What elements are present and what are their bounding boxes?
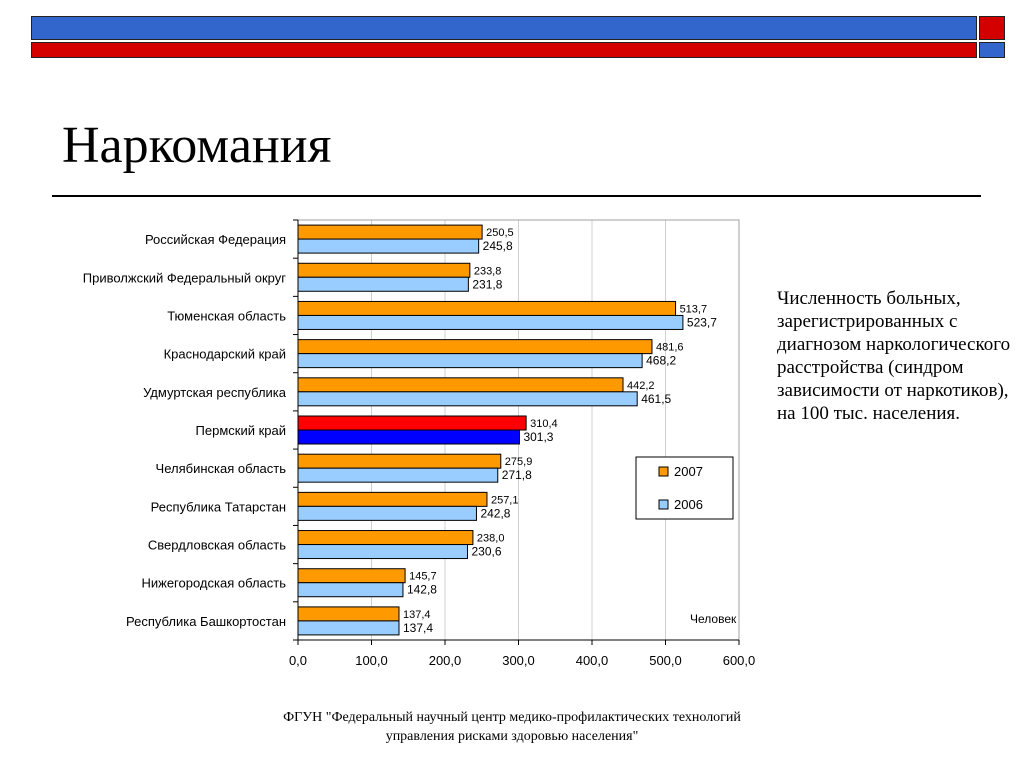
bar-2007 (298, 225, 482, 239)
category-label: Нижегородская область (141, 575, 286, 591)
data-label: 513,7 (679, 303, 708, 316)
data-label: 523,7 (686, 315, 717, 330)
data-label: 137,4 (402, 620, 434, 635)
data-label: 245,8 (482, 239, 513, 254)
data-label: 230,6 (471, 544, 502, 559)
category-label: Республика Татарстан (150, 499, 286, 515)
legend-swatch-2007 (659, 467, 668, 476)
bar-2007 (298, 301, 676, 315)
bar-2006 (298, 468, 498, 482)
category-label: Пермский край (195, 423, 286, 438)
x-tick-label: 300,0 (502, 653, 535, 668)
bar-2006 (298, 621, 399, 635)
data-label: 137,4 (402, 608, 431, 621)
data-label: 238,0 (476, 532, 505, 545)
bar-2007 (298, 492, 487, 506)
footer-line-1: ФГУН "Федеральный научный центр медико-профилактических технологий (283, 710, 741, 725)
bar-2007 (298, 454, 501, 468)
x-tick-label: 0,0 (288, 653, 308, 668)
bar-2006 (298, 354, 642, 368)
bar-2007 (298, 378, 623, 392)
unit-label: Человек (690, 612, 737, 626)
data-label: 142,8 (406, 582, 437, 597)
bar-2006 (298, 506, 476, 520)
bar-2007 (298, 416, 526, 430)
footer-line-2: управления рисками здоровью населения" (385, 729, 639, 744)
bar-2006 (298, 239, 479, 253)
bar-2007 (298, 531, 473, 545)
data-label: 250,5 (486, 227, 514, 240)
bar-2006 (298, 430, 519, 444)
category-label: Свердловская область (147, 537, 286, 553)
bar-2006 (298, 277, 468, 291)
footer (200, 708, 824, 746)
data-label: 275,9 (504, 456, 533, 469)
legend-swatch-2006 (659, 500, 668, 509)
category-label: Краснодарский край (163, 346, 286, 362)
bar-2006 (298, 583, 403, 597)
bar-2007 (298, 340, 652, 354)
x-tick-label: 600,0 (722, 653, 756, 668)
data-label: 257,1 (490, 494, 519, 507)
data-label: 442,2 (627, 379, 655, 392)
data-label: 145,7 (409, 570, 437, 583)
x-tick-label: 200,0 (428, 653, 462, 668)
legend-label-2007: 2007 (674, 464, 703, 479)
x-tick-label: 100,0 (355, 653, 388, 668)
data-label: 231,8 (472, 277, 503, 292)
category-label: Российская Федерация (144, 232, 286, 248)
bar-2007 (298, 569, 405, 583)
data-label: 233,8 (473, 265, 502, 278)
data-label: 301,3 (523, 430, 554, 444)
category-label: Удмуртская республика (143, 384, 286, 400)
category-label: Тюменская область (167, 308, 286, 324)
bar-2007 (298, 263, 470, 277)
data-label: 310,4 (530, 418, 558, 430)
x-tick-label: 400,0 (575, 653, 609, 668)
bar-2006 (298, 392, 637, 406)
bar-2006 (298, 315, 683, 329)
bar-2006 (298, 545, 467, 559)
page-title: Наркомания (62, 117, 332, 174)
data-label: 271,8 (501, 468, 532, 483)
category-label: Республика Башкортостан (126, 613, 286, 629)
data-label: 468,2 (646, 353, 677, 368)
bar-2007 (298, 607, 399, 621)
category-label: Челябинская область (155, 461, 286, 477)
data-label: 461,5 (641, 391, 672, 406)
chart-description: Численность больных, зарегистрированных с диагнозом наркологического расстройства (синдром зависимости от наркотиков), на 100 тыс. населения. (777, 288, 1011, 424)
x-tick-label: 500,0 (649, 653, 682, 668)
category-label: Приволжский Федеральный округ (82, 270, 286, 286)
data-label: 242,8 (480, 506, 511, 521)
data-label: 481,6 (655, 341, 684, 354)
legend-label-2006: 2006 (674, 497, 703, 512)
